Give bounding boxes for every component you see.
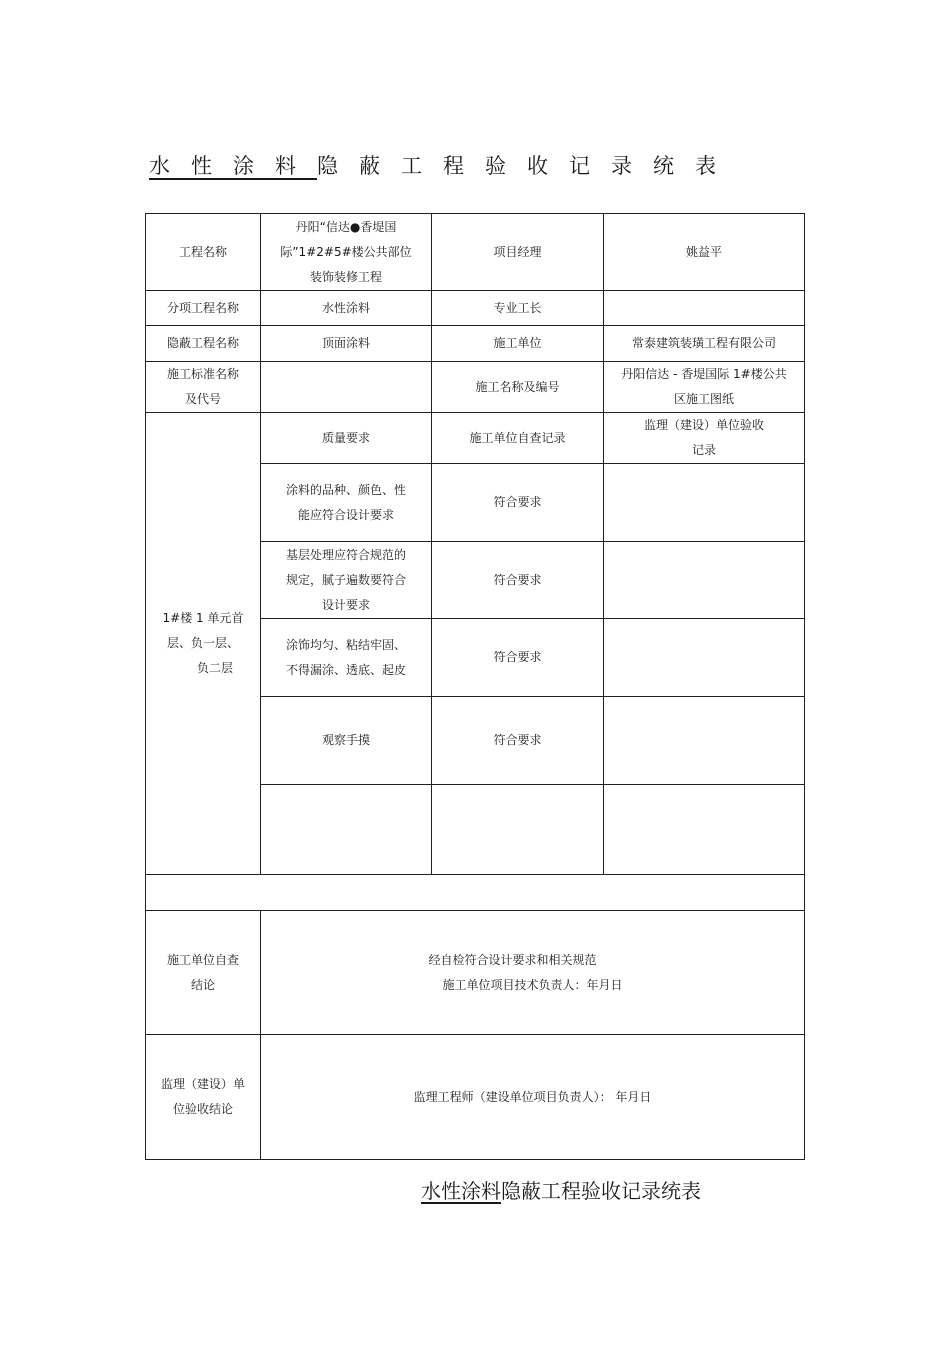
footer-rest: 隐蔽工程验收记录统表: [501, 1179, 701, 1203]
empty-cell: [261, 785, 432, 875]
col-supervision-header: 监理（建设）单位验收 记录: [604, 413, 805, 464]
supervision-conclusion-label: 监理（建设）单 位验收结论: [146, 1035, 261, 1160]
title-underlined: 水性涂料: [149, 154, 317, 178]
empty-cell: [432, 785, 604, 875]
supervision-cell: [604, 697, 805, 785]
project-name-label: 工程名称: [146, 214, 261, 291]
standard-value: [261, 362, 432, 413]
self-check-cell: 符合要求: [432, 542, 604, 619]
supervision-cell: [604, 619, 805, 697]
foreman-value: [604, 291, 805, 326]
title-rest: 隐蔽工程验收记录统表: [317, 154, 737, 178]
col-quality-header: 质量要求: [261, 413, 432, 464]
subitem-value: 水性涂料: [261, 291, 432, 326]
supervision-cell: [604, 542, 805, 619]
foreman-label: 专业工长: [432, 291, 604, 326]
supervision-cell: [604, 464, 805, 542]
subitem-label: 分项工程名称: [146, 291, 261, 326]
inspection-record-table: [145, 213, 805, 1160]
standard-name-label: 施工名称及编号: [432, 362, 604, 413]
standard-name-value: 丹阳信达 - 香堤国际 1#楼公共 区施工图纸: [604, 362, 805, 413]
self-conclusion-content: [261, 911, 805, 1035]
project-name-value: 丹阳“信达●香堤国 际”1#2#5#楼公共部位 装饰装修工程: [261, 214, 432, 291]
page-title: [149, 150, 737, 180]
self-conclusion-sign: 施工单位项目技术负责人：年月日: [442, 977, 623, 992]
project-manager-label: 项目经理: [432, 214, 604, 291]
requirement-cell: 基层处理应符合规范的 规定，腻子遍数要符合 设计要求: [261, 542, 432, 619]
self-conclusion-text: 经自检符合设计要求和相关规范: [428, 952, 597, 967]
construction-unit-value: 常泰建筑装璜工程有限公司: [604, 326, 805, 362]
self-check-cell: 符合要求: [432, 464, 604, 542]
col-self-check-header: 施工单位自查记录: [432, 413, 604, 464]
requirement-cell: 观察手摸: [261, 697, 432, 785]
self-conclusion-label: 施工单位自查 结论: [146, 911, 261, 1035]
empty-cell: [604, 785, 805, 875]
hidden-work-value: 顶面涂料: [261, 326, 432, 362]
construction-unit-label: 施工单位: [432, 326, 604, 362]
project-manager-value: 姚益平: [604, 214, 805, 291]
self-check-cell: 符合要求: [432, 619, 604, 697]
standard-label: 施工标准名称 及代号: [146, 362, 261, 413]
footer-title: [421, 1175, 701, 1204]
inspection-location: 1#楼 1 单元首 层、负一层、 负二层: [146, 413, 261, 875]
supervision-conclusion-sign: 监理工程师（建设单位项目负责人）： 年月日: [261, 1035, 805, 1160]
requirement-cell: 涂饰均匀、粘结牢固、 不得漏涂、透底、起皮: [261, 619, 432, 697]
requirement-cell: 涂料的品种、颜色、性 能应符合设计要求: [261, 464, 432, 542]
footer-underlined: 水性涂料: [421, 1179, 501, 1203]
hidden-work-label: 隐蔽工程名称: [146, 326, 261, 362]
spacer-row: [146, 875, 805, 911]
self-check-cell: 符合要求: [432, 697, 604, 785]
